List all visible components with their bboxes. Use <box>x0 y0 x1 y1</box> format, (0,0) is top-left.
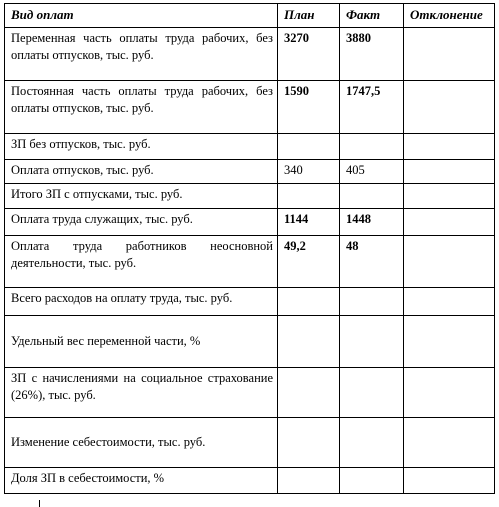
row-deviation <box>404 418 495 468</box>
table-row <box>5 316 495 368</box>
row-fact: 1448 <box>340 209 404 236</box>
row-deviation <box>404 368 495 418</box>
row-plan: 3270 <box>278 28 340 81</box>
row-fact <box>340 468 404 494</box>
row-fact <box>340 368 404 418</box>
header-fact: Факт <box>340 4 404 28</box>
row-plan <box>278 368 340 418</box>
row-name: Удельный вес переменной части, % <box>5 316 278 368</box>
row-name: Изменение себестоимости, тыс. руб. <box>5 418 278 468</box>
table-row <box>5 28 495 81</box>
row-name: ЗП без отпусков, тыс. руб. <box>5 134 278 160</box>
header-deviation: Отклонение <box>404 4 495 28</box>
row-name: Оплата труда служащих, тыс. руб. <box>5 209 278 236</box>
row-fact: 405 <box>340 160 404 184</box>
table-row <box>5 288 495 316</box>
row-plan: 1144 <box>278 209 340 236</box>
row-plan <box>278 184 340 209</box>
row-deviation <box>404 184 495 209</box>
row-deviation <box>404 209 495 236</box>
row-fact <box>340 184 404 209</box>
row-fact <box>340 134 404 160</box>
row-deviation <box>404 236 495 288</box>
row-plan: 49,2 <box>278 236 340 288</box>
row-fact: 1747,5 <box>340 81 404 134</box>
row-name: Переменная часть оплаты труда рабочих, без оплаты отпусков, тыс. руб. <box>5 28 278 81</box>
row-plan <box>278 316 340 368</box>
row-deviation <box>404 160 495 184</box>
table-row <box>5 134 495 160</box>
row-name: Всего расходов на оплату труда, тыс. руб. <box>5 288 278 316</box>
text-cursor-mark <box>39 500 40 507</box>
row-plan <box>278 418 340 468</box>
row-plan: 1590 <box>278 81 340 134</box>
row-name: Доля ЗП в себестоимости, % <box>5 468 278 494</box>
row-fact <box>340 288 404 316</box>
table-row <box>5 209 495 236</box>
table-row <box>5 81 495 134</box>
table-row <box>5 468 495 494</box>
row-plan: 340 <box>278 160 340 184</box>
header-type: Вид оплат <box>5 4 278 28</box>
row-name: Оплата труда работников неосновной деятельности, тыс. руб. <box>5 236 278 288</box>
row-name: Итого ЗП с отпусками, тыс. руб. <box>5 184 278 209</box>
header-plan: План <box>278 4 340 28</box>
row-plan <box>278 468 340 494</box>
row-deviation <box>404 468 495 494</box>
row-deviation <box>404 28 495 81</box>
row-fact: 3880 <box>340 28 404 81</box>
row-fact <box>340 316 404 368</box>
row-deviation <box>404 134 495 160</box>
wage-table <box>4 3 495 494</box>
row-deviation <box>404 288 495 316</box>
row-deviation <box>404 81 495 134</box>
row-fact <box>340 418 404 468</box>
row-plan <box>278 288 340 316</box>
row-name: Постоянная часть оплаты труда рабочих, без оплаты отпусков, тыс. руб. <box>5 81 278 134</box>
table-row <box>5 160 495 184</box>
row-name: ЗП с начислениями на социальное страхование (26%), тыс. руб. <box>5 368 278 418</box>
table-row <box>5 368 495 418</box>
table-header-row <box>5 4 495 28</box>
row-deviation <box>404 316 495 368</box>
table-row <box>5 418 495 468</box>
row-plan <box>278 134 340 160</box>
table-row <box>5 184 495 209</box>
table-row <box>5 236 495 288</box>
row-fact: 48 <box>340 236 404 288</box>
row-name: Оплата отпусков, тыс. руб. <box>5 160 278 184</box>
